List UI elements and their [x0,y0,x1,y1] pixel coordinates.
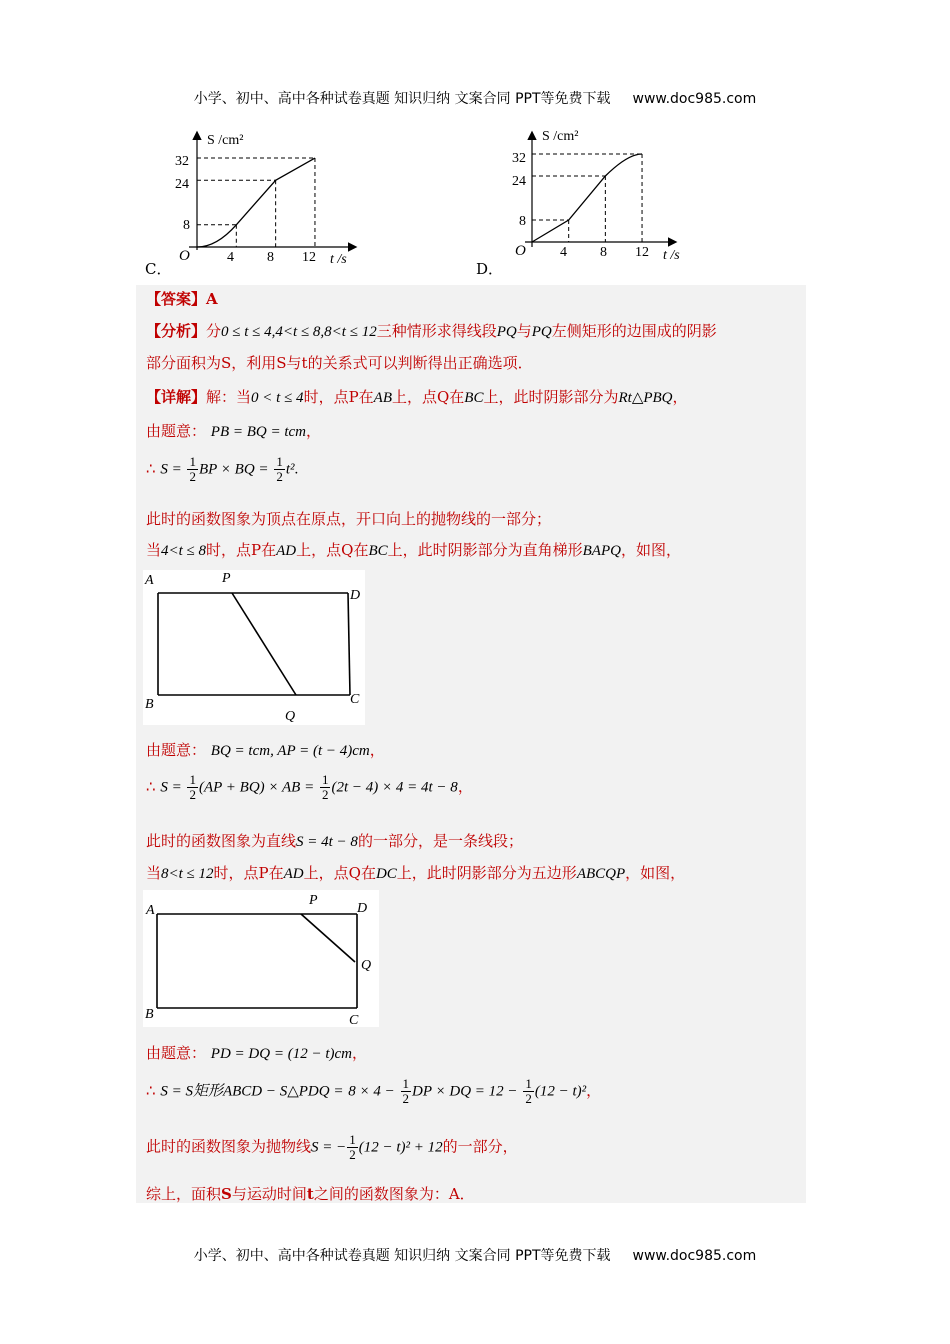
graph-c-ylabel: S /cm² [207,133,244,148]
eq4-line [146,773,473,802]
line-text-a: 此时的函数图象为直线 [146,832,297,850]
eq6-mid2: DP × DQ = 12 − [412,1083,518,1100]
segment-bc: BC [368,543,388,559]
comma: ， [306,422,322,440]
eq2-mid: BP × BQ = [198,461,269,478]
option-c-label: C． [145,260,172,278]
eq6-mid: 8 × 4 − [348,1083,395,1100]
graph-c-xlabel: t /s [330,252,347,267]
eq4-mid: (AP + BQ) × AB = [198,779,315,796]
eq5-line [146,1042,367,1063]
parabola2-line [146,1133,518,1162]
frac-num: 1 [349,1132,356,1147]
frac-den: 2 [321,787,329,802]
frac-num: 1 [525,1076,532,1091]
fraction-half [187,773,198,802]
frac-den: 2 [276,469,283,484]
fraction-half [523,1077,534,1106]
by-meaning: 由题意： [146,422,207,440]
case-text: 上，此时阴影部分为直角梯形 [387,541,583,559]
frac-num: 1 [402,1076,410,1091]
fig2-label-c: C [349,1013,359,1027]
fig2-label-b: B [145,1007,154,1022]
par2-right: (12 − t)² + 12 [358,1139,443,1156]
case-text: 上，点Q在 [296,541,369,559]
eq1-line [146,420,321,441]
line-eq: S = 4t − 8 [296,834,358,850]
figure-trapezoid [143,570,365,725]
therefore-symbol: ∴ [146,459,156,478]
analysis-text: 与 [516,322,532,340]
eq4-left: S = [160,779,182,796]
detail-text: 上，此时阴影部分为 [483,388,619,406]
line-text-b: 的一部分，是一条线段； [357,832,523,850]
frac-num: 1 [189,772,196,787]
fraction-half [401,1077,412,1106]
eq5: PD = DQ = (12 − t)cm [210,1046,352,1062]
detail-cond: 0 < t ≤ 4 [251,390,304,406]
graph-d-ytick-32: 32 [512,151,526,166]
graph-d-ylabel: S /cm² [542,129,579,144]
comma: ， [457,777,473,796]
page-footer [0,1245,950,1265]
case-text: ，如图， [625,864,686,882]
fig1-label-d: D [350,588,361,603]
var-t: t [306,1185,314,1203]
fraction-half [187,455,198,484]
analysis-text: 三种情形求得线段 [376,322,497,340]
frac-den: 2 [189,469,196,484]
case2-cond: 4<t ≤ 8 [161,543,207,559]
eq4-right: (2t − 4) × 4 = 4t − 8 [331,779,458,796]
graph-c-ytick-8: 8 [183,218,190,233]
by-meaning: 由题意： [146,1044,207,1062]
case-text: 当 [146,541,162,559]
analysis-cond: 0 ≤ t ≤ 4,4<t ≤ 8,8<t ≤ 12 [221,324,377,340]
segment-ab: AB [373,390,392,406]
therefore-symbol: ∴ [146,1081,156,1100]
option-d-label: D． [476,260,504,278]
var-s: S [221,1185,232,1203]
graph-c-xtick-4: 4 [227,250,234,265]
eq1: PB = BQ = tcm [210,424,307,440]
graph-d-xtick-4: 4 [560,245,567,260]
trapezoid-name: BAPQ [582,543,621,559]
case-text: 当 [146,864,162,882]
fig2-label-q: Q [361,958,372,973]
graph-c-ytick-32: 32 [175,154,189,169]
eq6-left: S = S矩形ABCD − S△PDQ = [160,1083,344,1100]
frac-num: 1 [189,454,196,469]
frac-num: 1 [276,454,283,469]
comma: ， [369,741,385,759]
header-site: www.doc985.com [632,91,757,107]
fig1-label-b: B [145,697,154,712]
par2-text-b: 的一部分， [442,1137,518,1156]
fig1-label-a: A [145,573,154,588]
fig2-label-a: A [146,903,155,918]
by-meaning: 由题意： [146,741,207,759]
frac-den: 2 [402,1091,410,1106]
graph-d-ytick-8: 8 [519,214,526,229]
graph-c-ytick-24: 24 [175,177,189,192]
eq3-line [146,739,385,760]
analysis-text: 左侧矩形的边围成的阴影 [551,322,717,340]
graph-d-ytick-24: 24 [512,174,526,189]
fraction-half [347,1133,358,1162]
frac-den: 2 [189,787,196,802]
detail-text: ， [672,388,688,406]
conclusion-b: 与运动时间 [231,1185,307,1203]
fraction-half [274,455,285,484]
detail-text: 上，点Q在 [391,388,465,406]
analysis-text: 分 [206,322,222,340]
eq3: BQ = tcm, AP = (t − 4)cm [210,743,370,759]
segment-pq: PQ [531,324,552,340]
graph-d-xtick-8: 8 [600,245,607,260]
segment-bc: BC [464,390,484,406]
analysis-tag: 【分析】 [146,322,207,340]
case-text: 上，点Q在 [303,864,376,882]
case-text: 时，点P在 [206,541,277,559]
graph-c-xtick-8: 8 [267,250,274,265]
header-text: 小学、初中、高中各种试卷真题 知识归纳 文案合同 PPT等免费下载 [193,91,611,107]
frac-den: 2 [349,1147,356,1162]
conclusion-c: 之间的函数图象为：A． [313,1185,475,1203]
answer-line [146,288,218,309]
eq2-right: t² [285,461,295,478]
segment-dc: DC [375,866,397,882]
fig2-label-p: P [309,893,318,908]
frac-den: 2 [525,1091,532,1106]
triangle-name: Rt△PBQ [618,390,673,406]
pentagon-name: ABCQP [576,866,626,882]
par2-left: S = − [311,1139,347,1156]
fig1-label-q: Q [285,709,296,724]
footer-site: www.doc985.com [632,1248,757,1264]
eq2-line [146,455,298,484]
analysis-line-2: 部分面积为S，利用S与t的关系式可以判断得出正确选项． [146,354,533,372]
eq2-left: S = [160,461,182,478]
case3-line [146,862,685,883]
period: . [294,461,299,478]
comma: ， [586,1081,602,1100]
comma: ， [351,1044,367,1062]
eq6-right: (12 − t)² [534,1083,587,1100]
footer-text: 小学、初中、高中各种试卷真题 知识归纳 文案合同 PPT等免费下载 [193,1248,611,1264]
eq6-line [146,1077,601,1106]
conclusion-line [146,1183,475,1204]
therefore-symbol: ∴ [146,777,156,796]
fig1-label-c: C [350,692,360,707]
answer-value: A [206,290,218,308]
series-line [532,154,642,242]
case-text: 时，点P在 [213,864,284,882]
fig1-label-p: P [222,571,231,586]
detail-tag: 【详解】 [146,388,207,406]
analysis-line-1 [146,320,717,341]
detail-text: 时，点P在 [303,388,374,406]
graph-d [495,125,695,270]
par2-text-a: 此时的函数图象为抛物线 [146,1137,312,1156]
fig2-label-d: D [357,901,368,916]
case3-cond: 8<t ≤ 12 [161,866,214,882]
detail-line-1 [146,386,688,407]
graph-d-origin: O [515,243,526,259]
answer-tag: 【答案】 [146,290,207,308]
graph-d-xlabel: t /s [663,248,680,263]
segment-ad: AD [283,866,304,882]
line-text [146,830,523,851]
figure-pentagon [143,890,379,1027]
page-header [0,88,950,108]
segment-pq: PQ [496,324,517,340]
fraction-half [320,773,331,802]
graph-d-xtick-12: 12 [635,245,649,260]
graph-c [165,125,365,270]
conclusion-a: 综上，面积 [146,1185,222,1203]
case-text: 上，此时阴影部分为五边形 [396,864,577,882]
parabola-text: 此时的函数图象为顶点在原点，开口向上的抛物线的一部分； [146,510,552,528]
graph-c-xtick-12: 12 [302,250,316,265]
series-line [197,158,315,247]
graph-c-origin: O [179,248,190,264]
detail-text: 解：当 [206,388,252,406]
case2-line [146,539,681,560]
case-text: ，如图， [620,541,681,559]
segment-ad: AD [276,543,297,559]
frac-num: 1 [321,772,329,787]
